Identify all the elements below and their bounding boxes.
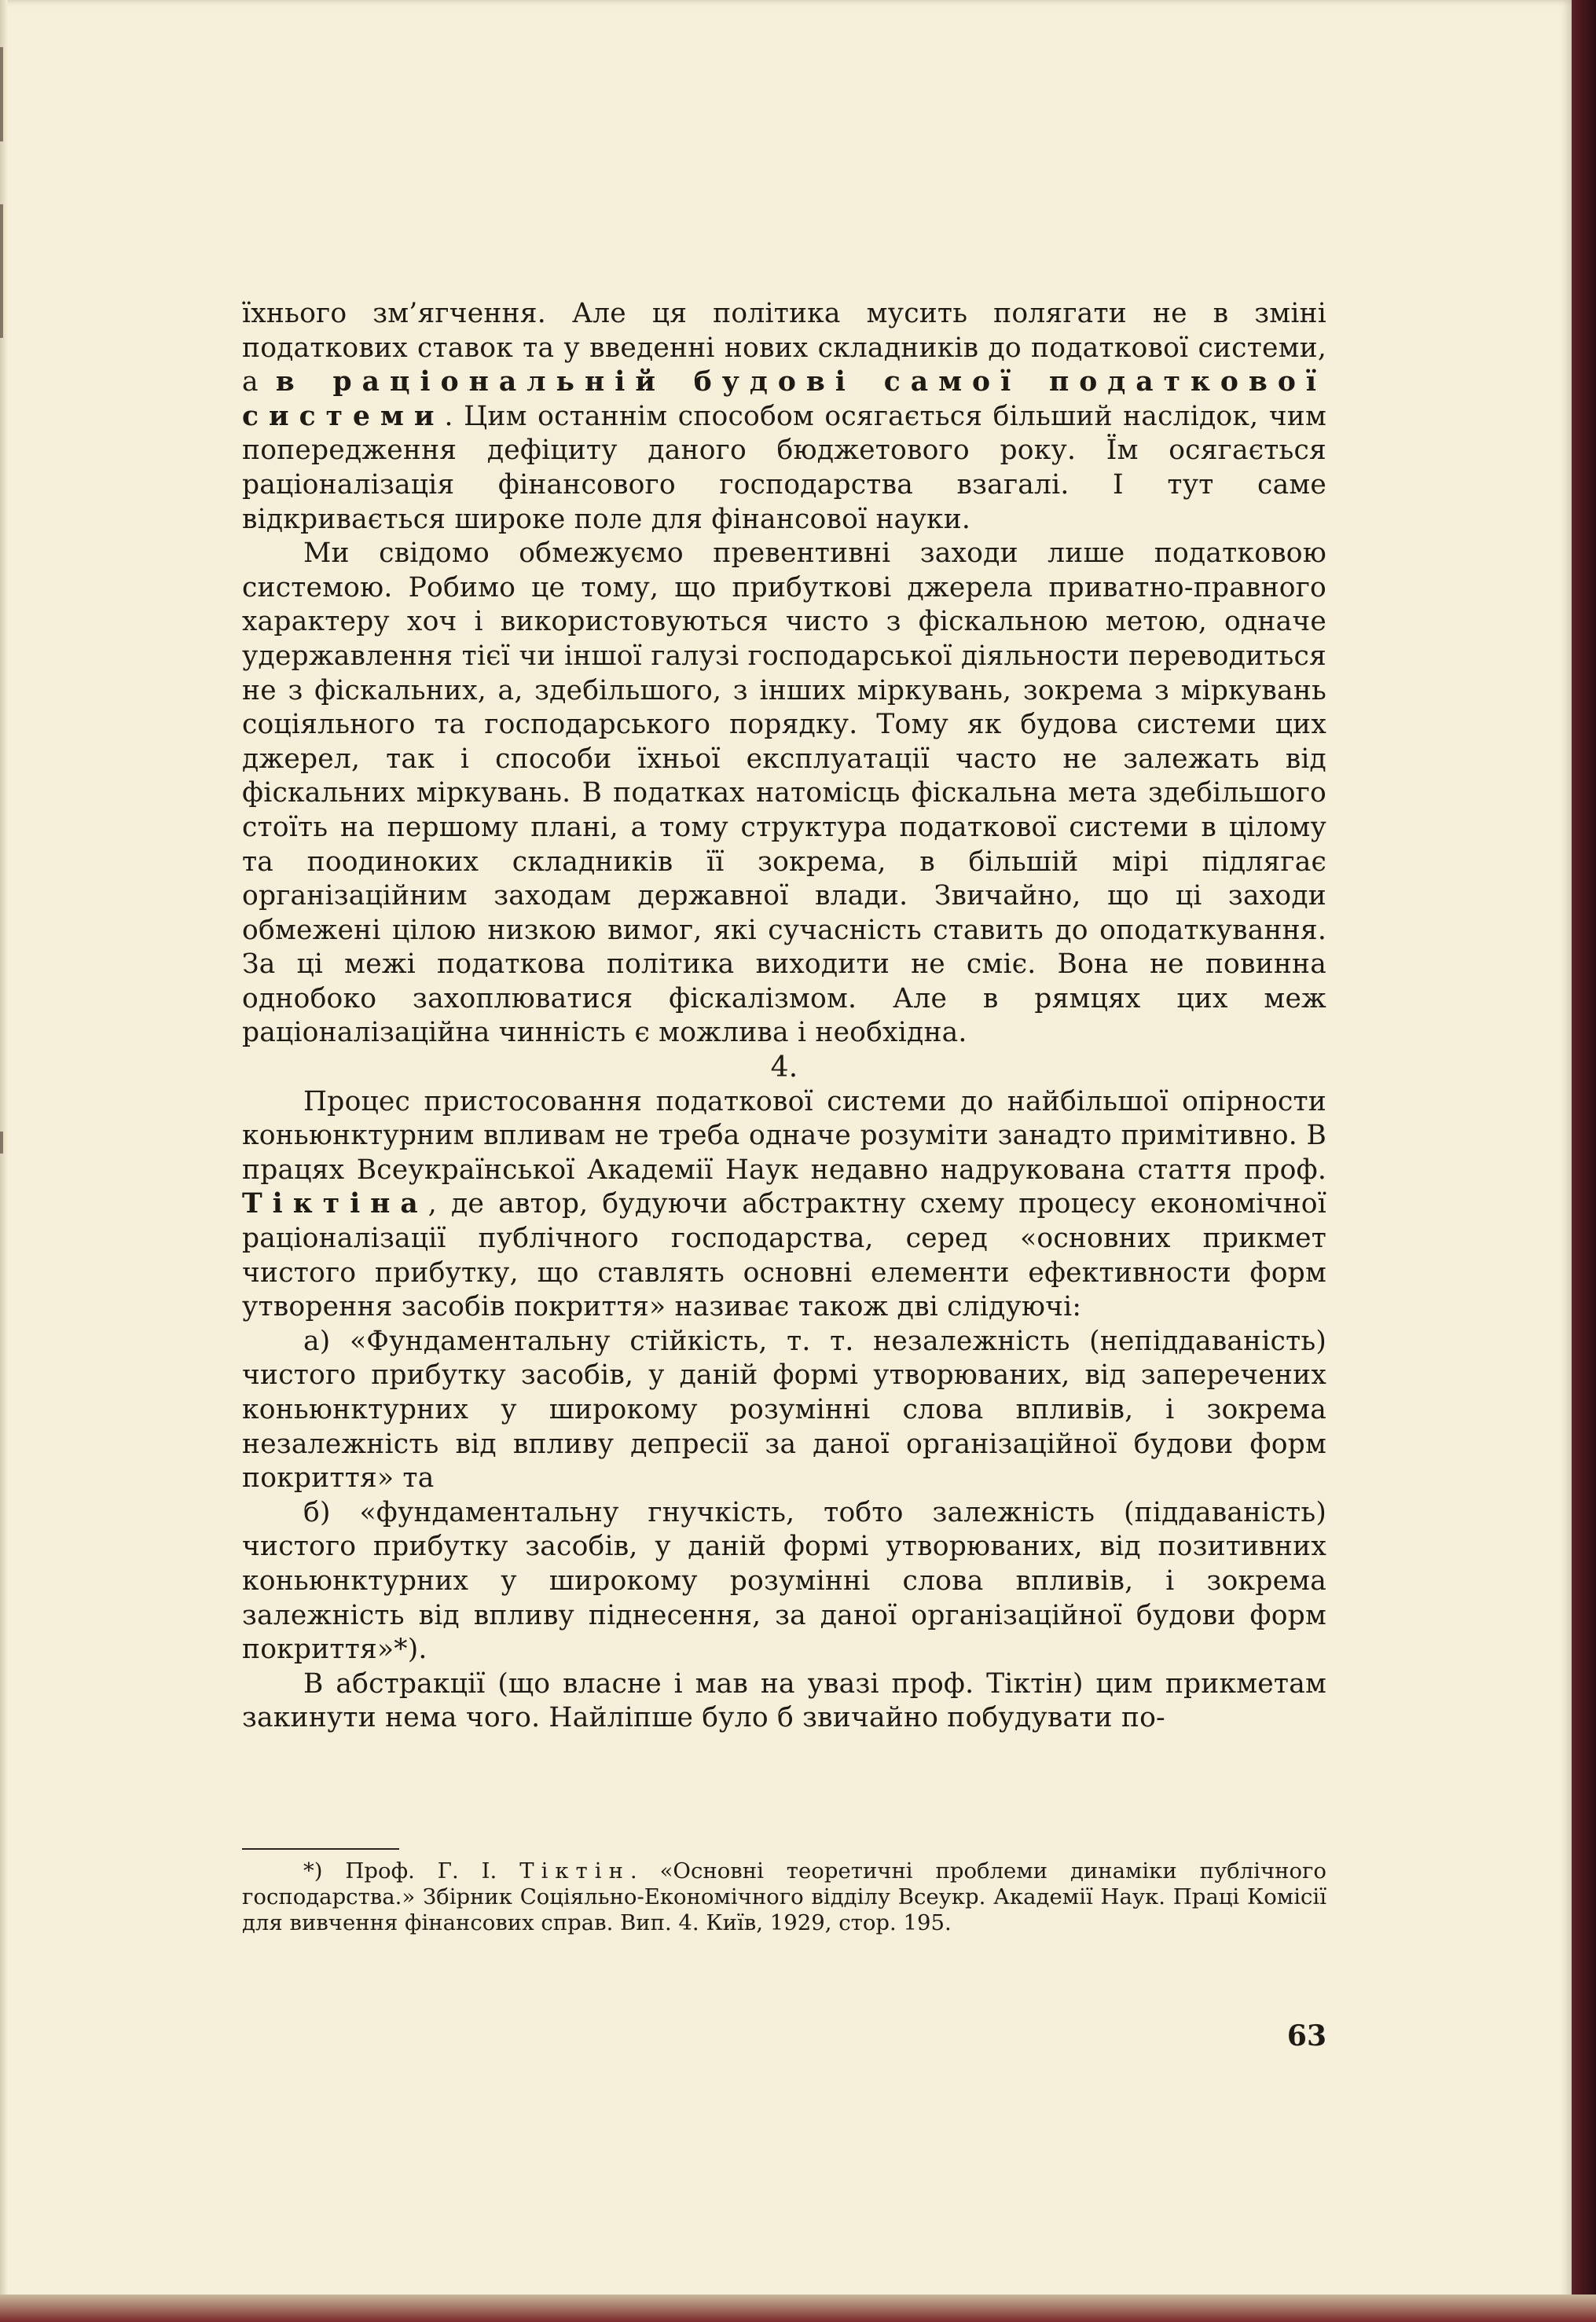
paragraph-3-end: , де автор, будуючи абстрактну схему процесу економічної раціоналізації публічного господарства, серед «основних прикмет чистого прибутку, що ставлять основні елементи ефективности форм утворення засобів покриття» називає також дві слідуючі: xyxy=(242,1188,1326,1323)
main-text xyxy=(242,297,1326,1736)
emphasized-phrase: в раціональній будові самої податкової системи xyxy=(242,366,1326,432)
footnote-end: . «Основні теоретичні проблеми динаміки публічного господарства.» Збірник Соціяльно-Економічного відділу Всеукр. Академії Наук. Праці Комісії для вивчення фінансових справ. Вип. 4. Київ, 1929, стор. 195. xyxy=(242,1858,1326,1935)
footnote-author-name: Тіктін xyxy=(519,1858,630,1884)
list-item-a: а) «Фундаментальну стійкість, т. т. незалежність (непіддаваність) чистого прибутку засобів, у даній формі утворюваних, від заперечених коньюнктурних у широкому розумінні слова впливів, і зокрема незалежність від впливу депресії за даної організаційної будови форм покриття» та xyxy=(242,1325,1326,1495)
author-name: Тіктіна xyxy=(242,1188,428,1220)
bottom-edge xyxy=(0,2294,1596,2322)
paragraph-4: В абстракції (що власне і мав на увазі проф. Тіктін) цим прикметам закинути нема чого. Найліпше було б звичайно побудувати по- xyxy=(242,1667,1326,1734)
scan-edge-mark xyxy=(0,47,3,141)
paragraph-1 xyxy=(242,297,1326,537)
list-item-b: б) «фундаментальну гнучкість, тобто залежність (піддаваність) чистого прибутку засобів, у даній формі утворюваних, від позитивних коньюнктурних у широкому розумінні слова впливів, і зокрема залежність від впливу піднесення, за даної організаційної будови форм покриття»*). xyxy=(242,1496,1326,1666)
paragraph-3-start: Процес пристосовання податкової системи до найбільшої опірности коньюнктурним впливам не треба одначе розуміти занадто примітивно. В працях Всеукраїнської Академії Наук недавно надрукована стаття проф. xyxy=(242,1085,1326,1186)
page-number: 63 xyxy=(1286,2019,1326,2052)
footnote-divider xyxy=(242,1848,399,1850)
paragraph-1-start: їхнього зм’ягчення. Але ця політика мусить полягати не в зміні податкових ставок та у введенні нових складників до податкової системи, а xyxy=(242,298,1326,398)
footnote xyxy=(242,1858,1326,1936)
section-number: 4. xyxy=(770,1051,798,1084)
paragraph-3 xyxy=(242,1085,1326,1325)
paragraph-1-end: . Цим останнім способом осягається більший наслідок, чим попередження дефіциту даного бюджетового року. Їм осягається раціоналізація фінансового господарства взагалі. І тут саме відкривається широке поле для фінансової науки. xyxy=(242,400,1326,535)
page-spine-shadow xyxy=(0,0,8,2322)
footnote-text xyxy=(242,1858,1326,1936)
book-cover-edge xyxy=(1572,0,1596,2322)
paragraph-2: Ми свідомо обмежуємо превентивні заходи лише податковою системою. Робимо це тому, що прибуткові джерела приватно-правного характеру хоч і використовуються чисто з фіскальною метою, одначе удержавлення тієї чи іншої галузі господарської діяльности переводиться не з фіскальних, а, здебільшого, з інших міркувань, зокрема з міркувань соціяльного та господарського порядку. Тому як будова системи цих джерел, так і способи їхньої експлуатації часто не залежать від фіскальних міркувань. В податках натомісць фіскальна мета здебільшого стоїть на першому плані, а тому структура податкової системи в цілому та поодиноких складників її зокрема, в більшій мірі підлягає організаційним заходам державної влади. Звичайно, що ці заходи обмежені цілою низкою вимог, які сучасність ставить до оподаткування. За ці межі податкова політика виходити не сміє. Вона не повинна однобоко захоплюватися фіскалізмом. Але в рямцях цих меж раціоналізаційна чинність є можлива і необхідна. xyxy=(242,537,1326,1049)
scan-edge-mark xyxy=(0,1132,3,1154)
scan-edge-mark xyxy=(0,204,3,338)
footnote-start: *) Проф. Г. І. xyxy=(303,1858,520,1884)
